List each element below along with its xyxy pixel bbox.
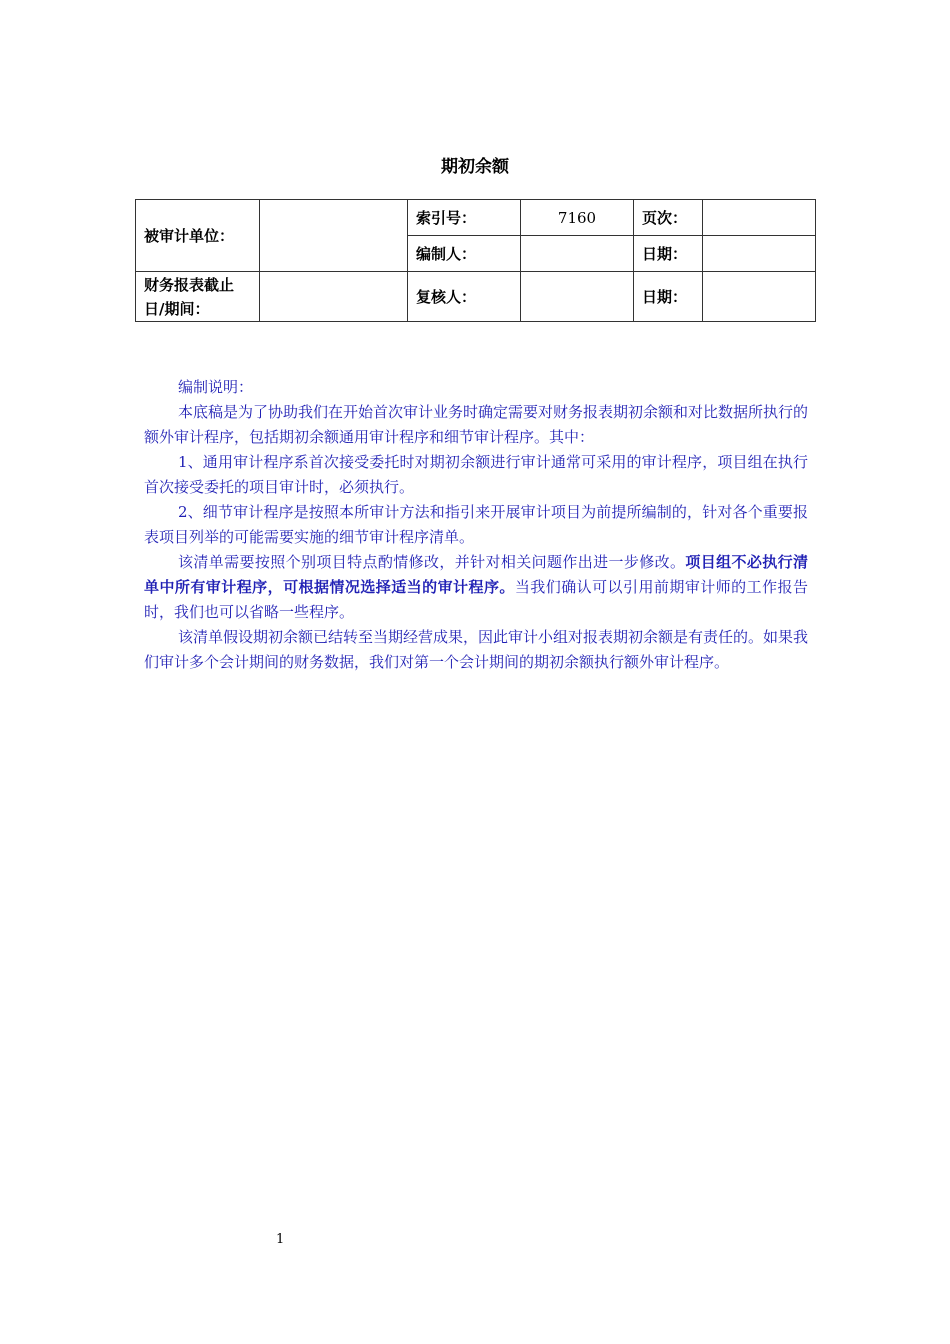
notes-heading: 编制说明： <box>178 378 254 396</box>
page-title: 期初余额 <box>441 157 509 177</box>
date-label-1: 日期： <box>634 236 703 272</box>
notes-paragraph-3: 2、细节审计程序是按照本所审计方法和指引来开展审计项目为前提所编制的，针对各个重要报表项目列举的可能需要实施的细节审计程序清单。 <box>144 503 808 546</box>
notes-paragraph-4-end: 当我们确认可以引用前期审计师的工作报告时，我们也可以省略一些程序。 <box>144 578 808 621</box>
page-number: 1 <box>276 1232 285 1247</box>
audited-unit-value <box>260 200 408 272</box>
notes-paragraph-5: 该清单假设期初余额已结转至当期经营成果，因此审计小组对报表期初余额是有责任的。如果我们审计多个会计期间的财务数据，我们对第一个会计期间的期初余额执行额外审计程序。 <box>144 628 809 671</box>
period-value <box>260 272 408 322</box>
notes-paragraph-4-emphasis: 项目组不必执行清单中所有审计程序，可根据情况选择适当的审计程序。 <box>144 553 808 596</box>
header-table <box>135 199 816 322</box>
period-label-line1: 财务报表截止 <box>144 275 235 294</box>
notes-paragraph-4 <box>144 550 808 625</box>
header-row-3 <box>136 272 816 322</box>
audited-unit-label: 被审计单位： <box>136 200 260 272</box>
page-value <box>703 200 816 236</box>
preparer-label: 编制人： <box>408 236 521 272</box>
reviewer-label: 复核人： <box>408 272 521 322</box>
date-label-2: 日期： <box>634 272 703 322</box>
preparation-notes <box>144 375 808 675</box>
header-row-1 <box>136 200 816 236</box>
period-label-line2: 日/期间： <box>144 299 210 318</box>
notes-paragraph-1: 本底稿是为了协助我们在开始首次审计业务时确定需要对财务报表期初余额和对比数据所执行的额外审计程序，包括期初余额通用审计程序和细节审计程序。其中： <box>144 403 809 446</box>
preparer-value <box>521 236 634 272</box>
page-label: 页次： <box>634 200 703 236</box>
index-label: 索引号： <box>408 200 521 236</box>
date-value-2 <box>703 272 816 322</box>
reviewer-value <box>521 272 634 322</box>
index-value: 7160 <box>521 200 634 236</box>
period-label <box>136 272 260 322</box>
notes-paragraph-2: 1、通用审计程序系首次接受委托时对期初余额进行审计通常可采用的审计程序，项目组在执行首次接受委托的项目审计时，必须执行。 <box>144 453 808 496</box>
notes-paragraph-4-start: 该清单需要按照个别项目特点酌情修改，并针对相关问题作出进一步修改。 <box>178 553 686 571</box>
date-value-1 <box>703 236 816 272</box>
